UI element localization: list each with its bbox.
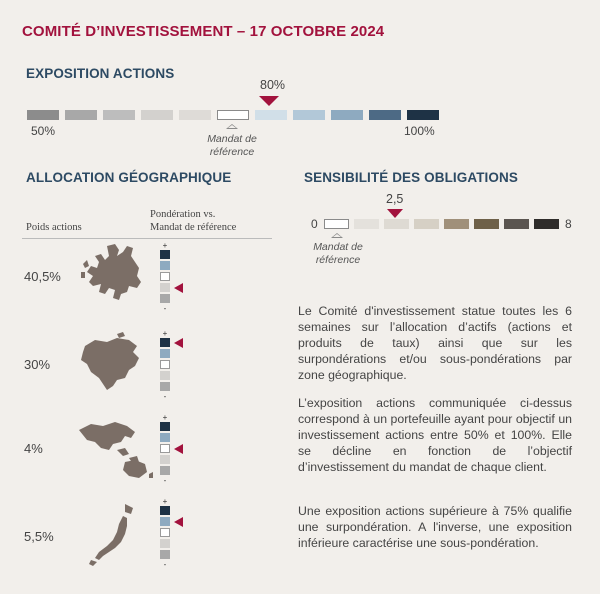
exposition-segment: [27, 110, 59, 120]
scale-plus-label: +: [162, 329, 168, 338]
sensibilite-marker-icon: [387, 209, 403, 218]
region-scale: [160, 498, 170, 569]
region-weight: 5,5%: [24, 529, 54, 544]
japan-map-icon: [77, 502, 147, 566]
scale-box: [160, 550, 170, 559]
exposition-segment: [141, 110, 173, 120]
sensibilite-segment: [414, 219, 439, 229]
scale-box: [160, 539, 170, 548]
exposition-segment: [255, 110, 287, 120]
scale-box: [160, 261, 170, 270]
scale-box: [160, 382, 170, 391]
scale-box: [160, 250, 170, 259]
sensibilite-segment: [324, 219, 349, 229]
col-weight-header: Poids actions: [26, 222, 82, 233]
region-row-north-america: [22, 330, 272, 420]
exposition-min-label: 50%: [31, 124, 56, 138]
paragraph-2: L’exposition actions communiquée ci-dessus correspond à un portefeuille ayant pour objectif un investissement actions entre 50% et 100%. Elle se décline en fonction de l’objectif d’investissement du mandat de chaque client.: [298, 396, 572, 474]
europe-map-icon: [77, 242, 147, 304]
region-marker-icon: [174, 517, 183, 527]
scale-box: [160, 283, 170, 292]
scale-minus-label: -: [163, 560, 167, 569]
region-scale: [160, 414, 170, 485]
region-weight: 4%: [24, 441, 43, 456]
exposition-segment: [331, 110, 363, 120]
sensibilite-segment: [354, 219, 379, 229]
header-divider: [22, 238, 272, 239]
scale-box: [160, 371, 170, 380]
scale-plus-label: +: [162, 413, 168, 422]
sensibilite-scale: [324, 219, 560, 230]
exposition-segment: [293, 110, 325, 120]
asia-pacific-map-icon: [77, 420, 157, 480]
scale-box: [160, 294, 170, 303]
exposition-segment: [217, 110, 249, 120]
region-row-europe: [22, 242, 272, 332]
scale-box: [160, 444, 170, 453]
scale-box: [160, 455, 170, 464]
allocation-heading: ALLOCATION GÉOGRAPHIQUE: [26, 170, 232, 185]
exposition-heading: EXPOSITION ACTIONS: [26, 66, 175, 81]
scale-box: [160, 506, 170, 515]
north-america-map-icon: [77, 332, 147, 394]
exposition-current-label: 80%: [260, 78, 286, 92]
reference-arrow-icon: [226, 124, 238, 129]
region-marker-icon: [174, 283, 183, 293]
exposition-scale: [27, 110, 439, 122]
scale-box: [160, 272, 170, 281]
scale-box: [160, 422, 170, 431]
exposition-segment: [179, 110, 211, 120]
region-row-japan: [22, 498, 272, 588]
region-row-asia-pacific: [22, 414, 272, 504]
region-scale: [160, 330, 170, 401]
scale-box: [160, 466, 170, 475]
region-weight: 40,5%: [24, 269, 61, 284]
exposition-segment: [103, 110, 135, 120]
sensibilite-segment: [504, 219, 529, 229]
paragraph-1: Le Comité d'investissement statue toutes les 6 semaines sur l’allocation d’actifs (actions et produits de taux) ainsi que sur les surpondérations et/ou sous-pondérations par zone géographique.: [298, 304, 572, 382]
scale-box: [160, 349, 170, 358]
exposition-max-label: 100%: [404, 124, 435, 138]
region-marker-icon: [174, 338, 183, 348]
col-pond-header: Pondération vs. Mandat de référence: [150, 209, 237, 233]
sensibilite-reference-note: Mandat de référence: [313, 241, 363, 266]
region-weight: 30%: [24, 357, 51, 372]
sensibilite-segment: [474, 219, 499, 229]
sensibilite-reference-arrow-icon: [331, 233, 343, 238]
exposition-segment: [369, 110, 401, 120]
scale-minus-label: -: [163, 476, 167, 485]
sensibilite-segment: [534, 219, 559, 229]
sensibilite-current-label: 2,5: [386, 192, 404, 206]
exposition-reference-note: Mandat de référence: [207, 133, 257, 158]
scale-box: [160, 433, 170, 442]
scale-box: [160, 517, 170, 526]
scale-minus-label: -: [163, 392, 167, 401]
exposition-segment: [407, 110, 439, 120]
scale-plus-label: +: [162, 241, 168, 250]
scale-box: [160, 360, 170, 369]
region-scale: [160, 242, 170, 313]
exposition-marker-icon: [259, 96, 279, 106]
scale-minus-label: -: [163, 304, 167, 313]
sensibilite-max-label: 8: [565, 217, 572, 231]
scale-plus-label: +: [162, 497, 168, 506]
sensibilite-segment: [444, 219, 469, 229]
sensibilite-min-label: 0: [311, 217, 318, 231]
scale-box: [160, 338, 170, 347]
page-title: COMITÉ D’INVESTISSEMENT – 17 OCTOBRE 2024: [22, 23, 385, 40]
sensibilite-segment: [384, 219, 409, 229]
paragraph-3: Une exposition actions supérieure à 75% qualifie une surpondération. A l'inverse, une exposition inférieure caractérise une sous-pondération.: [298, 504, 572, 550]
scale-box: [160, 528, 170, 537]
sensibilite-heading: SENSIBILITÉ DES OBLIGATIONS: [304, 170, 518, 185]
exposition-segment: [65, 110, 97, 120]
region-marker-icon: [174, 444, 183, 454]
